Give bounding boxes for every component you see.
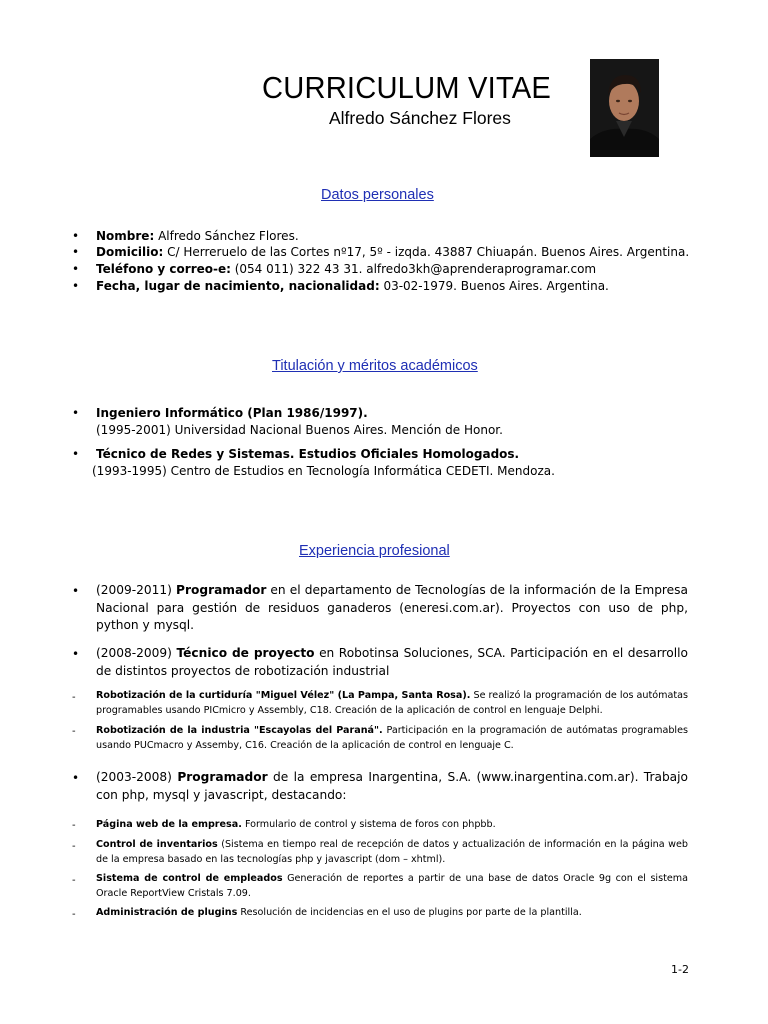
- job3-task-4: Administración de plugins Resolución de incidencias en el uso de plugins por parte de la plantilla.: [96, 907, 582, 918]
- dash: -: [72, 820, 76, 831]
- job2-project-1: Robotización de la curtiduría "Miguel Vélez" (La Pampa, Santa Rosa). Se realizó la programación de los autómatas programables usando PICmicro y Assembly, C18. Creación de la aplicación de control en lenguaje Delphi.: [96, 690, 688, 716]
- experience-job-3: (2003-2008) Programador de la empresa Inargentina, S.A. (www.inargentina.com.ar). Trabajo con php, mysql y javascript, destacando:: [96, 770, 688, 802]
- bullet: •: [72, 229, 80, 243]
- bullet: •: [72, 406, 80, 420]
- job2-project-2: Robotización de la industria "Escayolas del Paraná". Participación en la programación de autómatas programables usando PUCmacro y Assemby, C16. Creación de la aplicación de control en lenguaje C.: [96, 725, 688, 751]
- dash: -: [72, 726, 76, 737]
- section-heading-experience: Experiencia profesional: [299, 543, 450, 559]
- personal-address: Domicilio: C/ Herreruelo de las Cortes nº17, 5º - izqda. 43887 Chiuapán. Buenos Aires. Argentina.: [96, 245, 690, 259]
- academic-degree-detail: (1995-2001) Universidad Nacional Buenos Aires. Mención de Honor.: [96, 423, 503, 437]
- section-heading-academic: Titulación y méritos académicos: [272, 358, 478, 374]
- academic-tech-title: Técnico de Redes y Sistemas. Estudios Oficiales Homologados.: [96, 447, 520, 461]
- cv-name: Alfredo Sánchez Flores: [329, 108, 511, 128]
- page-number: 1-2: [671, 963, 689, 976]
- job3-task-3: Sistema de control de empleados Generación de reportes a partir de una base de datos Oracle 9g con el sistema Oracle ReportView Cristals 7.09.: [96, 873, 688, 899]
- personal-name: Nombre: Alfredo Sánchez Flores.: [96, 229, 299, 243]
- academic-tech-detail: (1993-1995) Centro de Estudios en Tecnología Informática CEDETI. Mendoza.: [92, 464, 555, 478]
- section-heading-personal: Datos personales: [321, 187, 434, 203]
- bullet: •: [72, 647, 80, 661]
- cv-title: CURRICULUM VITAE: [262, 70, 552, 105]
- bullet: •: [72, 584, 80, 598]
- personal-birth: Fecha, lugar de nacimiento, nacionalidad: 03-02-1979. Buenos Aires. Argentina.: [96, 279, 609, 293]
- bullet: •: [72, 262, 80, 276]
- profile-photo: [590, 59, 659, 157]
- job3-task-1: Página web de la empresa. Formulario de control y sistema de foros con phpbb.: [96, 819, 496, 830]
- dash: -: [72, 909, 76, 920]
- job3-task-2: Control de inventarios (Sistema en tiempo real de recepción de datos y actualización de información en la página web de la empresa basado en las tecnologías php y javascript (dom – xhtml).: [96, 839, 688, 865]
- bullet: •: [72, 245, 80, 259]
- dash: -: [72, 875, 76, 886]
- experience-job-2: (2008-2009) Técnico de proyecto en Robotinsa Soluciones, SCA. Participación en el desarrollo de distintos proyectos de robotización industrial: [96, 646, 688, 678]
- personal-contact: Teléfono y correo-e: (054 011) 322 43 31. alfredo3kh@aprenderaprogramar.com: [96, 262, 597, 276]
- experience-job-1: (2009-2011) Programador en el departamento de Tecnologías de la información de la Empresa Nacional para gestión de residuos ganaderos (eneresi.com.ar). Proyectos con uso de php, python y mysql.: [96, 583, 688, 632]
- bullet: •: [72, 447, 80, 461]
- bullet: •: [72, 771, 80, 785]
- dash: -: [72, 841, 76, 852]
- dash: -: [72, 692, 76, 703]
- academic-degree-title: Ingeniero Informático (Plan 1986/1997).: [96, 406, 368, 420]
- bullet: •: [72, 279, 80, 293]
